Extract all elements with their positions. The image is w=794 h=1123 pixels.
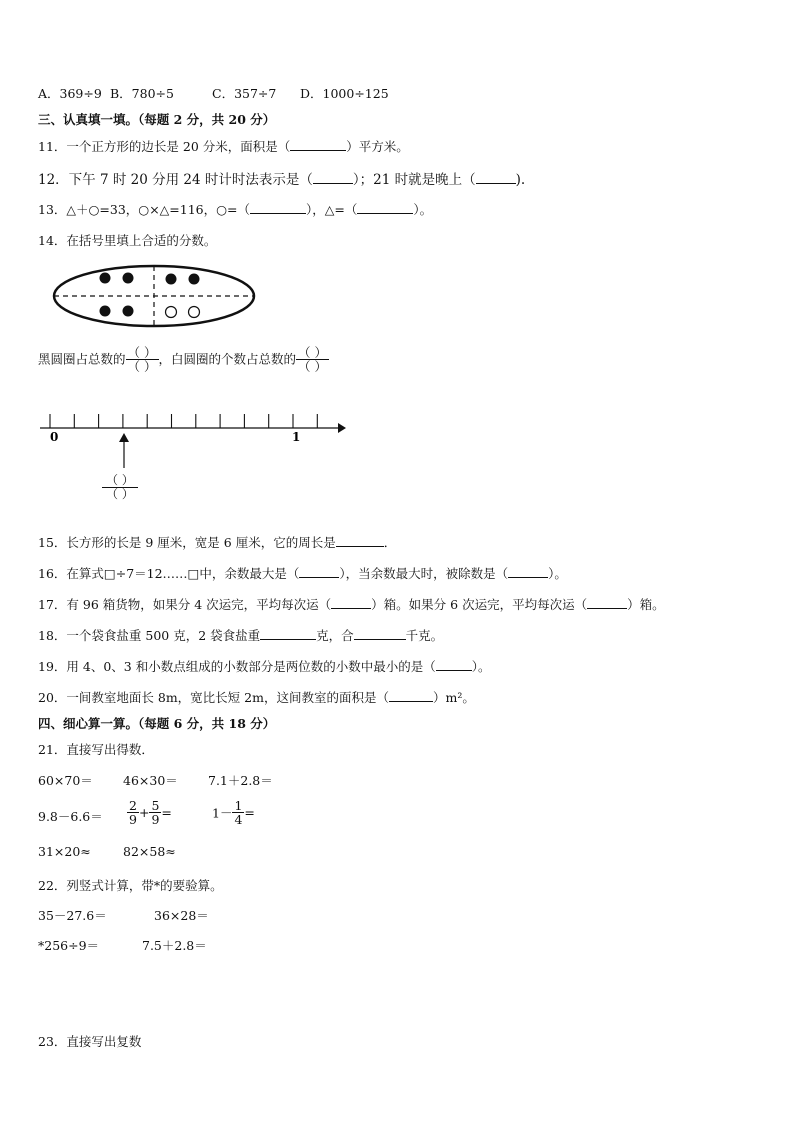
q21-row-1 xyxy=(38,771,338,787)
fraction-denominator-paren: （ ） xyxy=(106,486,134,501)
numberline-fraction-blank[interactable] xyxy=(102,474,138,500)
denominator: 4 xyxy=(234,812,243,828)
number-line-arrowhead xyxy=(338,423,346,433)
q13-text-start: 13．△＋○=33，○×△=116，○=（ xyxy=(38,202,251,217)
q13-text-end: ）。 xyxy=(413,202,433,217)
question-16 xyxy=(38,564,567,582)
white-dot xyxy=(189,307,200,318)
black-dot xyxy=(166,274,177,285)
q10-option-a: A．369÷9 xyxy=(38,86,102,101)
q21-row-2 xyxy=(38,799,338,835)
fraction-numerator-paren: （ ） xyxy=(102,474,138,488)
q14-fraction-line xyxy=(38,346,329,373)
q17-text-start: 17．有 96 箱货物，如果分 4 次运完，平均每次运（ xyxy=(38,597,332,612)
q13-text-mid: ），△=（ xyxy=(306,202,358,217)
question-11 xyxy=(38,137,409,155)
q12-blank-1[interactable] xyxy=(313,183,353,184)
number-line-one-label: 1 xyxy=(292,430,301,444)
q10-option-d: D．1000÷125 xyxy=(300,86,389,101)
q22-item: 36×28＝ xyxy=(154,908,209,923)
question-19 xyxy=(38,657,490,675)
q12-text-mid: ）；21 时就是晚上（ xyxy=(352,172,476,188)
question-20 xyxy=(38,688,475,706)
q18-text-mid: 克，合 xyxy=(316,628,354,643)
section3-title: 三、认真填一填。（每题 2 分，共 20 分） xyxy=(38,112,276,127)
fraction-denominator-paren: （ ） xyxy=(127,359,157,375)
question-18 xyxy=(38,626,443,644)
q20-text-start: 20．一间教室地面长 8m，宽比长短 2m，这间教室的面积是（ xyxy=(38,690,389,705)
fraction-numerator-paren: （ ） xyxy=(127,345,157,360)
pointer-arrowhead xyxy=(119,433,129,442)
q19-text-end: ）。 xyxy=(471,659,491,674)
white-dot xyxy=(166,307,177,318)
q22-row-1 xyxy=(38,906,338,922)
number-line xyxy=(38,404,348,514)
plus-sign: + xyxy=(138,805,150,821)
question-13 xyxy=(38,200,432,218)
q11-answer-blank[interactable] xyxy=(290,150,346,151)
q12-blank-2[interactable] xyxy=(476,183,516,184)
question-23-text: 23．直接写出复数 xyxy=(38,1034,142,1049)
q16-text-end: ）。 xyxy=(548,566,567,581)
q21-fraction-diff xyxy=(212,799,255,826)
q15-blank[interactable] xyxy=(336,546,384,547)
q16-blank-2[interactable] xyxy=(508,577,548,578)
fraction-two-ninths xyxy=(127,799,139,826)
q22-item: 7.5＋2.8＝ xyxy=(142,938,207,953)
question-12 xyxy=(38,168,525,188)
q15-text-end: ． xyxy=(383,535,397,550)
black-dot xyxy=(123,273,134,284)
q21-item: 9.8－6.6＝ xyxy=(38,809,103,824)
white-fraction-blank[interactable] xyxy=(296,346,329,373)
q17-text-end: ）箱。 xyxy=(627,597,665,612)
black-dot xyxy=(123,306,134,317)
fraction-five-ninths xyxy=(149,799,161,826)
q18-text-end: 千克。 xyxy=(405,628,444,643)
q22-item: *256÷9＝ xyxy=(38,938,100,953)
q18-blank-2[interactable] xyxy=(354,639,406,640)
q11-text-start: 11．一个正方形的边长是 20 分米，面积是（ xyxy=(38,139,291,154)
question-21-text: 21．直接写出得数． xyxy=(38,742,154,757)
number-line-zero-label: 0 xyxy=(50,430,59,444)
q19-blank[interactable] xyxy=(436,670,472,671)
whole-minus: 1－ xyxy=(212,805,233,821)
q11-text-end: ）平方米。 xyxy=(346,139,409,154)
fraction-one-quarter xyxy=(232,799,244,826)
q16-text-start: 16．在算式□÷7＝12……□中，余数最大是（ xyxy=(38,566,300,581)
fraction-numerator-paren: （ ） xyxy=(298,345,327,360)
q13-blank-1[interactable] xyxy=(250,213,306,214)
q12-text-start: 12．下午 7 时 20 分用 24 时计时法表示是（ xyxy=(38,172,313,188)
q22-item: 35－27.6＝ xyxy=(38,908,107,923)
numerator: 1 xyxy=(234,798,243,813)
q10-option-b: B．780÷5 xyxy=(110,86,174,101)
q22-row-2 xyxy=(38,936,338,952)
numerator: 2 xyxy=(129,798,137,813)
black-dot xyxy=(189,274,200,285)
q21-item: 60×70＝ xyxy=(38,773,93,788)
q21-item: 82×58≈ xyxy=(123,844,176,859)
q21-item: 46×30＝ xyxy=(123,773,178,788)
q21-row-3 xyxy=(38,844,338,860)
black-fraction-label: 黑圆圈占总数的 xyxy=(38,351,126,367)
q10-option-c: C．357÷7 xyxy=(212,86,277,101)
q17-text-mid: ）箱。如果分 6 次运完，平均每次运（ xyxy=(371,597,588,612)
q16-blank-1[interactable] xyxy=(299,577,339,578)
q20-blank[interactable] xyxy=(389,701,433,702)
q20-text-end: ）m²。 xyxy=(432,690,475,705)
q21-fraction-sum xyxy=(127,799,172,826)
q15-text-start: 15．长方形的长是 9 厘米，宽是 6 厘米，它的周长是 xyxy=(38,535,336,550)
equals-sign: = xyxy=(244,805,255,821)
question-15 xyxy=(38,533,396,551)
q10-options-row xyxy=(38,84,438,100)
white-fraction-label: ，白圆圈的个数占总数的 xyxy=(158,351,297,367)
q21-item: 7.1＋2.8＝ xyxy=(208,773,273,788)
q18-text-start: 18．一个袋食盐重 500 克，2 袋食盐重 xyxy=(38,628,261,643)
black-dot xyxy=(100,306,111,317)
denominator: 9 xyxy=(151,812,160,828)
q13-blank-2[interactable] xyxy=(357,213,413,214)
question-22-text: 22．列竖式计算，带*的要验算。 xyxy=(38,878,223,893)
question-17 xyxy=(38,595,665,613)
numerator: 5 xyxy=(151,798,160,813)
black-fraction-blank[interactable] xyxy=(126,346,159,373)
q17-blank-2[interactable] xyxy=(587,608,627,609)
black-dot xyxy=(100,273,111,284)
question-14-text: 14．在括号里填上合适的分数。 xyxy=(38,233,217,248)
equals-sign: = xyxy=(161,805,172,821)
fraction-denominator-paren: （ ） xyxy=(298,359,327,375)
number-line-ticks xyxy=(50,414,317,428)
q12-text-end: ). xyxy=(515,172,526,188)
q18-blank-1[interactable] xyxy=(260,639,316,640)
q16-text-mid: ），当余数最大时，被除数是（ xyxy=(339,566,509,581)
q21-item: 31×20≈ xyxy=(38,844,91,859)
denominator: 9 xyxy=(129,812,137,828)
q19-text-start: 19．用 4、0、3 和小数点组成的小数部分是两位数的小数中最小的是（ xyxy=(38,659,436,674)
dot-ellipse-figure xyxy=(50,262,260,332)
q17-blank-1[interactable] xyxy=(331,608,371,609)
section4-title: 四、细心算一算。（每题 6 分，共 18 分） xyxy=(38,716,276,731)
